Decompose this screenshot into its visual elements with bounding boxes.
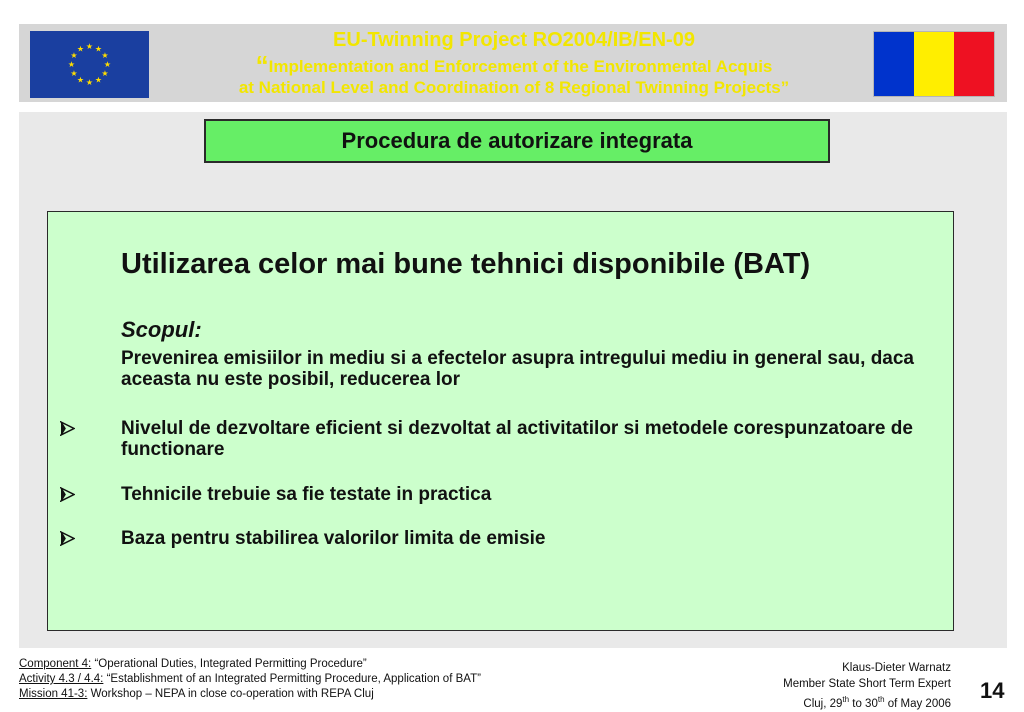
date-sup-1: th xyxy=(842,695,850,704)
activity-label: Activity 4.3 / 4.4: xyxy=(19,673,104,685)
arrow-bullet-icon xyxy=(60,528,121,549)
header-line-2 xyxy=(169,52,859,78)
svg-text:★: ★ xyxy=(70,69,78,78)
header-quote: “ xyxy=(255,50,269,80)
eu-flag-icon xyxy=(30,31,149,98)
page-number: 14 xyxy=(980,678,1005,703)
mission-label: Mission 41-3: xyxy=(19,688,88,700)
svg-text:★: ★ xyxy=(76,75,85,85)
header-banner xyxy=(19,24,1007,102)
arrow-bullet-icon xyxy=(60,418,121,460)
header-line-1: EU-Twinning Project RO2004/IB/EN-09 xyxy=(333,29,695,51)
activity-text: “Establishment of an Integrated Permitting Procedure, Application of BAT” xyxy=(103,673,481,685)
svg-text:★: ★ xyxy=(85,78,94,87)
author-name: Klaus-Dieter Warnatz xyxy=(842,662,951,674)
footer-component xyxy=(19,657,481,672)
svg-text:★: ★ xyxy=(85,42,94,51)
scope-label: Scopul: xyxy=(121,317,202,342)
header-title xyxy=(169,30,859,96)
content-panel xyxy=(47,211,954,631)
header-line-2-text: Implementation and Enforcement of the Environmental Acquis xyxy=(268,57,773,76)
component-text: “Operational Duties, Integrated Permitting Procedure” xyxy=(91,658,367,670)
header-line-3: at National Level and Coordination of 8 Regional Twinning Projects” xyxy=(238,78,790,97)
svg-text:★: ★ xyxy=(94,44,103,54)
svg-text:★: ★ xyxy=(101,69,109,78)
date-sup-2: th xyxy=(877,695,885,704)
date-prefix: Cluj, 29 xyxy=(803,697,843,710)
bullet-item xyxy=(60,484,920,505)
svg-text:★: ★ xyxy=(67,60,76,69)
arrow-bullet-icon xyxy=(60,484,121,505)
svg-text:★: ★ xyxy=(94,75,103,85)
bullet-text: Nivelul de dezvoltare eficient si dezvoltat al activitatilor si metodele corespunzatoare de functionare xyxy=(121,418,913,460)
footer-mission xyxy=(19,687,481,702)
author-role: Member State Short Term Expert xyxy=(783,678,951,690)
mission-text: Workshop – NEPA in close co-operation with REPA Cluj xyxy=(87,688,374,700)
bullet-item xyxy=(60,418,920,460)
footer-activity xyxy=(19,672,481,687)
ro-flag-yellow-stripe xyxy=(914,32,954,96)
svg-text:★: ★ xyxy=(76,44,85,54)
ro-flag-red-stripe xyxy=(954,32,994,96)
date-mid: to 30 xyxy=(849,697,878,710)
bullet-text: Tehnicile trebuie sa fie testate in practica xyxy=(121,484,492,505)
bullet-item xyxy=(60,528,920,549)
scope-text: Prevenirea emisiilor in mediu si a efectelor asupra intregului mediu in general sau, daca aceasta nu este posibil, reducerea lor xyxy=(121,348,914,390)
footer-project-info xyxy=(19,657,481,702)
romania-flag-icon xyxy=(873,31,995,97)
svg-text:★: ★ xyxy=(101,51,109,60)
svg-text:★: ★ xyxy=(70,51,78,60)
component-label: Component 4: xyxy=(19,658,92,670)
date-suffix: of May 2006 xyxy=(884,697,951,710)
footer-author-info xyxy=(783,660,951,712)
bullet-text: Baza pentru stabilirea valorilor limita de emisie xyxy=(121,528,546,549)
main-heading: Utilizarea celor mai bune tehnici disponibile (BAT) xyxy=(121,248,811,280)
slide-title: Procedura de autorizare integrata xyxy=(204,119,830,163)
ro-flag-blue-stripe xyxy=(874,32,914,96)
svg-text:★: ★ xyxy=(103,60,112,69)
